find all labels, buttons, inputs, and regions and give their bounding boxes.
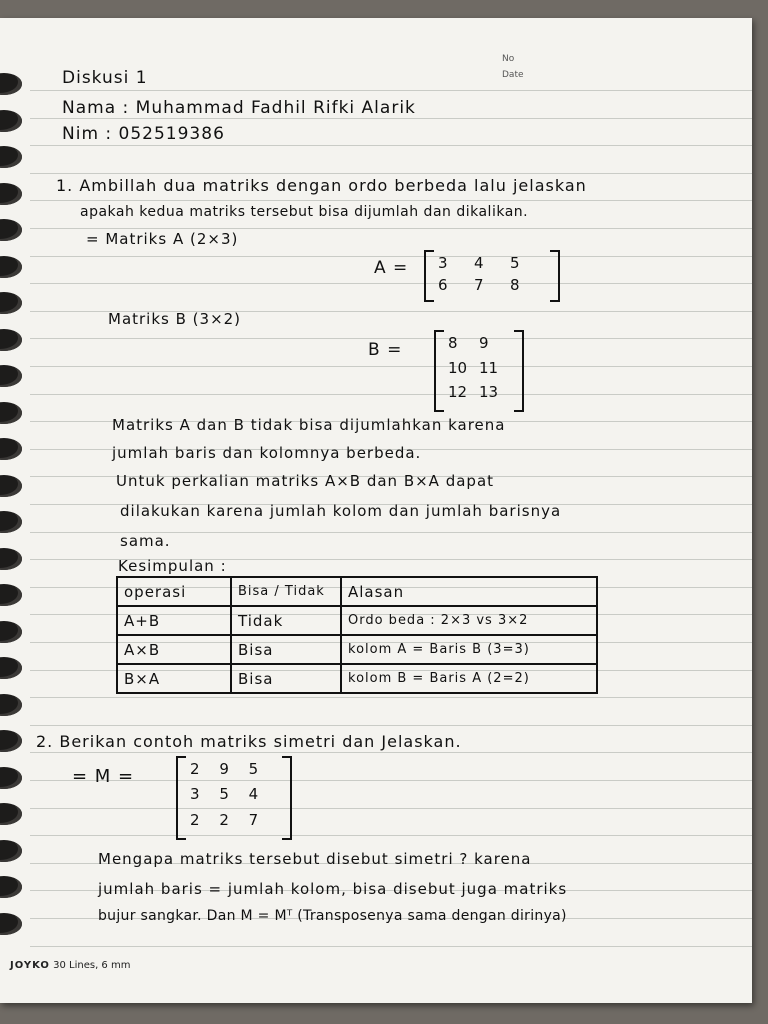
header-operasi: operasi [117,577,231,606]
date-label: Date [502,70,524,80]
matrix-b-name: B = [368,340,403,360]
nim-line: Nim : 052519386 [62,124,225,144]
q2-expl1: Mengapa matriks tersebut disebut simetri ? karena [98,850,532,868]
q1-expl4: dilakukan karena jumlah kolom dan jumlah barisnya [120,502,562,520]
matrix-cell: 7 [474,276,484,294]
spiral-hole [0,803,22,825]
spiral-hole [0,840,22,862]
spiral-hole [0,548,22,570]
q2-expl2: jumlah baris = jumlah kolom, bisa disebut juga matriks [98,880,568,898]
matrix-cell: 10 [448,358,468,377]
spiral-hole [0,621,22,643]
spiral-hole [0,365,22,387]
spiral-hole [0,767,22,789]
no-label: No [502,54,515,64]
matrix-cell: 5 [248,760,259,778]
matrix-cell: 8 [510,276,520,294]
q1-expl1: Matriks A dan B tidak bisa dijumlahkan karena [112,416,506,434]
table-row [117,635,597,664]
spiral-hole [0,730,22,752]
q2-expl3: bujur sangkar. Dan M = Mᵀ (Transposenya sama dengan dirinya) [98,908,567,924]
matrix-cell: 5 [510,254,520,272]
q1-line2: apakah kedua matriks tersebut bisa dijumlah dan dikalikan. [80,204,529,220]
matrix-cell: 12 [448,383,468,402]
matrix-cell: 2 [190,760,200,778]
cell-operasi: B×A [117,664,231,693]
matrix-cell: 3 [190,785,200,804]
brand-logo: JOYKO [10,960,50,971]
matrix-cell: 9 [219,760,229,778]
matrix-cell: 6 [438,276,448,294]
table-row [117,664,597,693]
q2-line1: 2. Berikan contoh matriks simetri dan Jelaskan. [36,732,462,751]
spiral-hole [0,584,22,606]
spiral-hole [0,438,22,460]
matrix-cell: 8 [448,334,458,352]
kesimpulan-label: Kesimpulan : [118,557,227,575]
spiral-hole [0,73,22,95]
header-bisa-tidak: Bisa / Tidak [231,577,341,606]
cell-bisa-tidak: Tidak [231,606,341,635]
matrix-b [434,330,524,412]
footer-info: 30 Lines, 6 mm [53,960,131,971]
cell-bisa-tidak: Bisa [231,635,341,664]
matrix-cell: 11 [479,358,499,377]
q1-line1: 1. Ambillah dua matriks dengan ordo berbeda lalu jelaskan [56,176,587,195]
matrix-cell: 5 [219,785,229,804]
q1-expl2: jumlah baris dan kolomnya berbeda. [112,444,422,462]
matrix-a [424,250,560,302]
table-header-row [117,577,597,606]
matrix-cell: 9 [479,334,489,352]
spiral-hole [0,146,22,168]
spiral-hole [0,511,22,533]
matrix-cell: 3 [438,254,448,272]
page-title: Diskusi 1 [62,68,148,88]
matrix-cell: 7 [248,810,259,829]
cell-alasan: kolom B = Baris A (2=2) [341,664,597,693]
matrix-cell: 4 [248,785,259,804]
matrix-b-label: Matriks B (3×2) [108,310,242,328]
spiral-hole [0,876,22,898]
matrix-cell: 13 [479,383,499,402]
notebook-footer [10,960,130,971]
conclusion-table [116,576,598,694]
matrix-m [176,756,292,840]
matrix-a-name: A = [374,258,409,278]
q1-expl3: Untuk perkalian matriks A×B dan B×A dapat [116,472,495,490]
cell-alasan: kolom A = Baris B (3=3) [341,635,597,664]
cell-bisa-tidak: Bisa [231,664,341,693]
spiral-hole [0,292,22,314]
cell-operasi: A×B [117,635,231,664]
spiral-hole [0,657,22,679]
matrix-a-label: = Matriks A (2×3) [86,230,239,248]
spiral-hole [0,329,22,351]
spiral-hole [0,694,22,716]
matrix-cell: 4 [474,254,484,272]
q1-expl5: sama. [120,532,171,550]
spiral-hole [0,219,22,241]
spiral-hole [0,402,22,424]
cell-alasan: Ordo beda : 2×3 vs 3×2 [341,606,597,635]
header-alasan: Alasan [341,577,597,606]
cell-operasi: A+B [117,606,231,635]
notebook-page [0,18,752,1003]
spiral-hole [0,913,22,935]
matrix-cell: 2 [190,810,200,829]
name-line: Nama : Muhammad Fadhil Rifki Alarik [62,98,416,118]
spiral-hole [0,183,22,205]
matrix-m-name: = M = [72,766,135,787]
table-row [117,606,597,635]
spiral-hole [0,110,22,132]
matrix-cell: 2 [219,810,229,829]
spiral-hole [0,256,22,278]
spiral-hole [0,475,22,497]
